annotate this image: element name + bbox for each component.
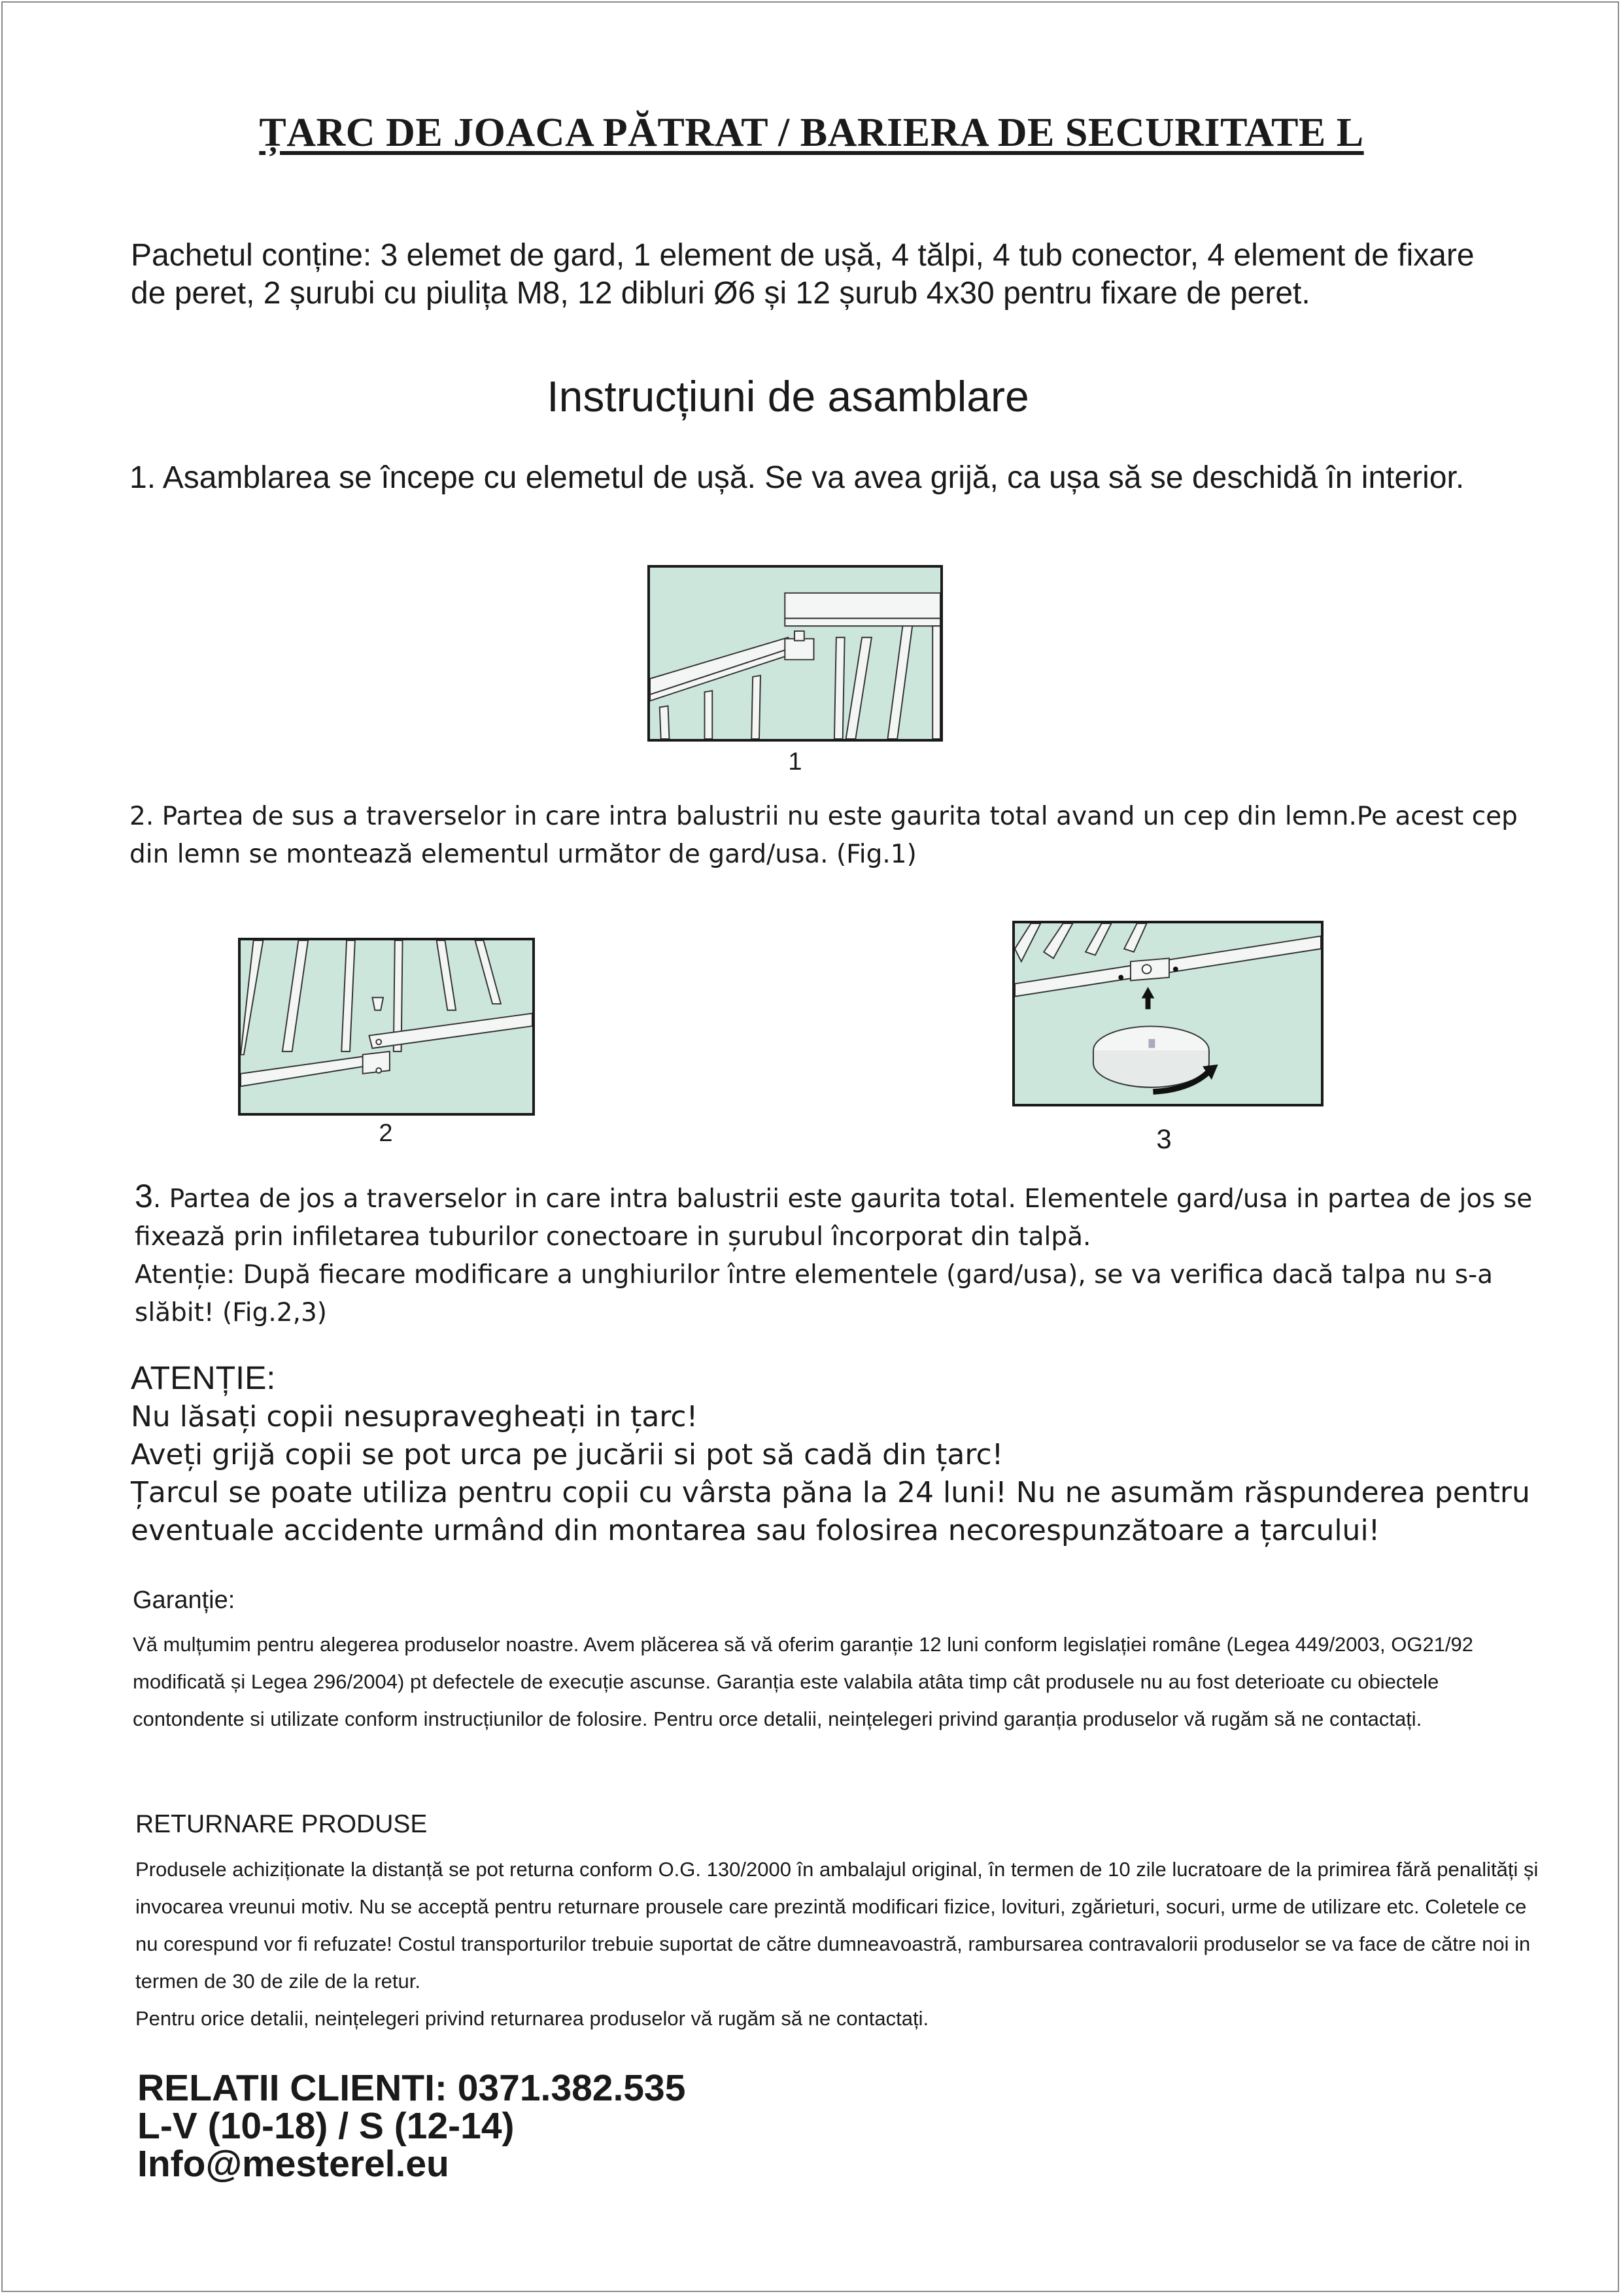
warning-line-3: Țarcul se poate utiliza pentru copii cu vârsta păna la 24 luni! Nu ne asumăm răspunderea pentru eventuale accidente urmând din montarea sau folosirea necorespunzătoare a țarcului! xyxy=(131,1476,1530,1547)
figure-2-illustration xyxy=(238,938,535,1116)
returns-block xyxy=(135,1851,1548,2037)
contact-hours: L-V (10-18) / S (12-14) xyxy=(137,2105,515,2147)
figure-1-illustration xyxy=(647,565,943,742)
warranty-heading: Garanție: xyxy=(133,1586,235,1614)
returns-contact-line: Pentru orice detalii, neințelegeri privind returnarea produselor vă rugăm să ne contactați. xyxy=(135,2007,929,2030)
step-2-text: 2. Partea de sus a traverselor in care intra balustrii nu este gaurita total avand un cep din lemn.Pe acest cep din lemn se montează elementul următor de gard/usa. (Fig.1) xyxy=(129,802,1518,869)
figure-3-illustration xyxy=(1012,921,1324,1106)
step-1-text: 1. Asamblarea se începe cu elemetul de ușă. Se va avea grijă, ca ușa să se deschidă în interior. xyxy=(129,460,1465,495)
step-3-number: 3 xyxy=(135,1178,153,1214)
warning-line-2: Aveți grijă copii se pot urca pe jucării si pot să cadă din țarc! xyxy=(131,1438,1004,1471)
package-contents: Pachetul conține: 3 elemet de gard, 1 element de ușă, 4 tălpi, 4 tub conector, 4 element de fixare de peret, 2 șurubi cu piulița M8, 12 dibluri Ø6 și 12 șurub 4x30 pentru fixare de peret. xyxy=(131,238,1475,311)
warning-list xyxy=(131,1398,1537,1550)
customer-contact xyxy=(137,2069,685,2183)
contact-phone: RELATII CLIENTI: 0371.382.535 xyxy=(137,2067,686,2109)
step-3-note: Atenție: După fiecare modificare a unghiurilor între elementele (gard/usa), se va verifica dacă talpa nu s-a slăbit! (Fig.2,3) xyxy=(135,1260,1494,1328)
figure-2-label: 2 xyxy=(379,1120,393,1147)
warning-heading: ATENȚIE: xyxy=(131,1360,276,1396)
contact-email: Info@mesterel.eu xyxy=(137,2143,449,2185)
figure-3-label: 3 xyxy=(1156,1123,1172,1154)
warranty-text: Vă mulțumim pentru alegerea produselor noastre. Avem plăcerea să vă oferim garanție 12 luni conform legislației române (Legea 449/2003, OG21/92 modificată și Legea 296/2004) pt defectele de execuție ascunse. Garanția este valabila atâta timp cât produsele nu au fost deterioate cu obiectele contondente si utilizate conform instrucțiunilor de folosire. Pentru orce detalii, neințelegeri privind garanția produselor vă rugăm să ne contactați. xyxy=(133,1633,1474,1730)
step-3-body: . Partea de jos a traverselor in care intra balustrii este gaurita total. Elementele gard/usa in partea de jos se fixează prin infiletarea tuburilor conectoare in șurubul încorporat din talpă. xyxy=(135,1184,1533,1252)
warning-line-1: Nu lăsați copii nesupravegheați in țarc! xyxy=(131,1400,698,1433)
step-3-text xyxy=(135,1177,1541,1332)
document-title: ȚARC DE JOACA PĂTRAT / BARIERA DE SECURITATE L xyxy=(259,111,1364,155)
returns-heading: RETURNARE PRODUSE xyxy=(135,1810,428,1838)
returns-text: Produsele achiziționate la distanță se pot returna conform O.G. 130/2000 în ambalajul original, în termen de 10 zile lucratoare de la primirea fără penalități și invocarea vreunui motiv. Nu se acceptă pentru returnare prousele care prezintă modificari fizice, lovituri, zgărieturi, socuri, urme de utilizare etc. Coletele ce nu corespund vor fi refuzate! Costul transporturilor trebuie suportat de către dumneavoastră, rambursarea contravalorii produselor se va face de către noi in termen de 30 de zile de la retur. xyxy=(135,1858,1539,1993)
instructions-heading: Instrucțiuni de asamblare xyxy=(547,372,1029,420)
figure-1-label: 1 xyxy=(788,748,802,776)
